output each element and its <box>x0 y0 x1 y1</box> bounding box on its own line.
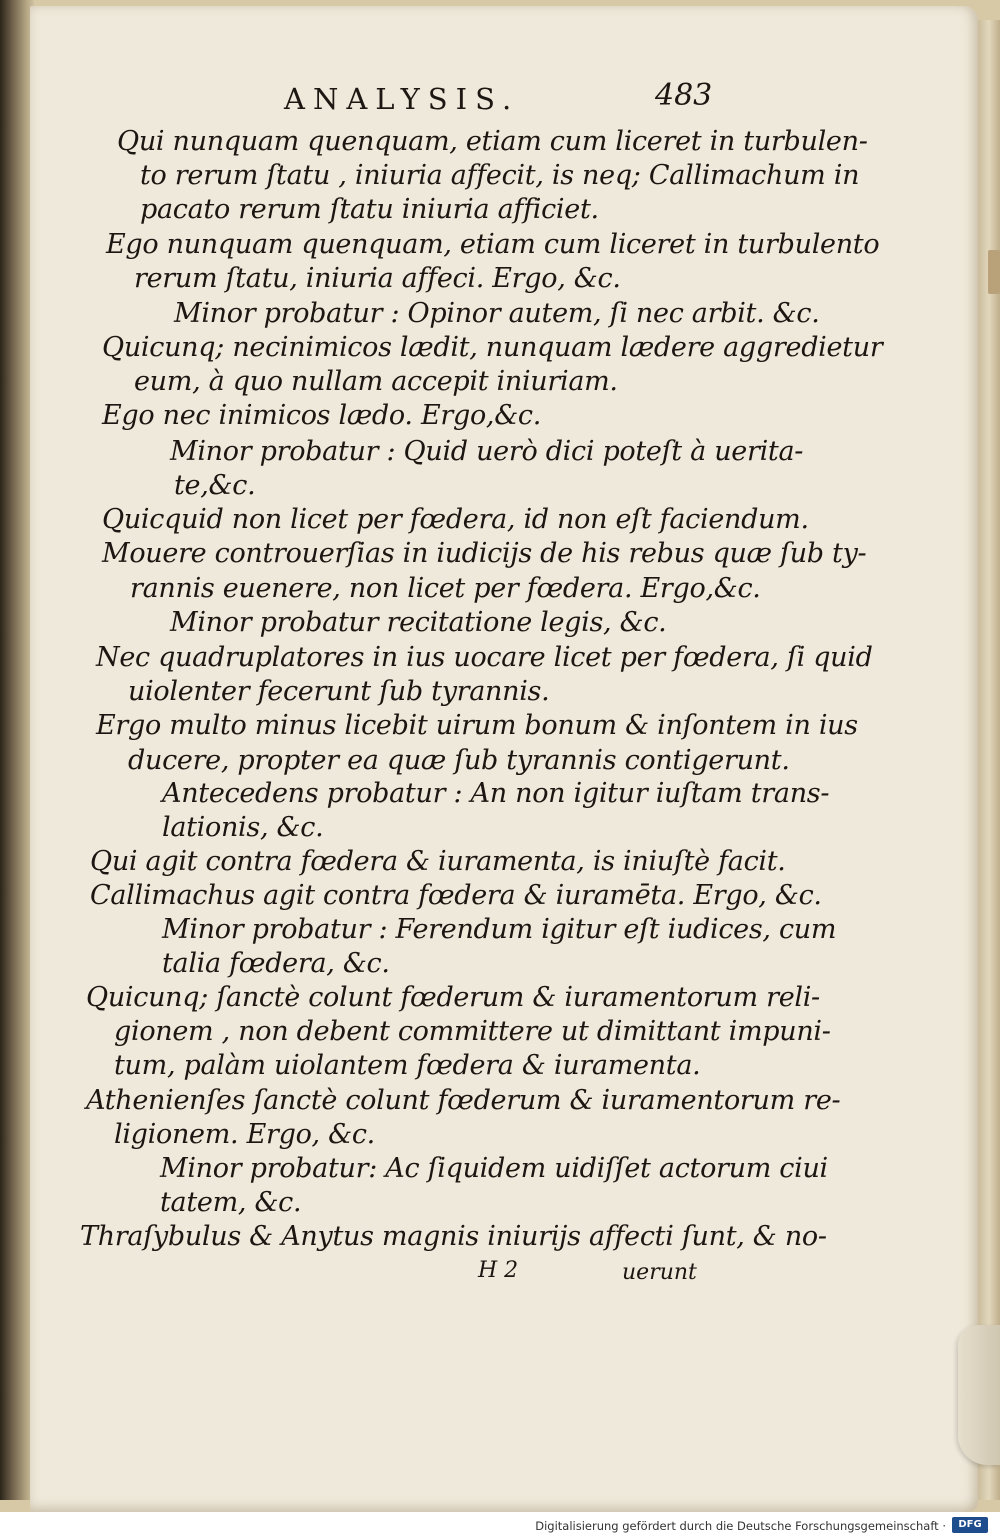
text-line: talia fœdera, &c. <box>162 948 390 979</box>
text-line: Ergo multo minus licebit uirum bonum & inſontem in ius <box>96 710 858 741</box>
text-line: Qui agit contra fœdera & iuramenta, is iniuſtè facit. <box>90 846 786 877</box>
text-line: Minor probatur : Opinor autem, ſi nec arbit. &c. <box>174 298 820 329</box>
text-line: te,&c. <box>174 470 256 501</box>
text-line: tum, palàm uiolantem fœdera & iuramenta. <box>114 1050 701 1081</box>
paper-tab <box>988 250 1000 294</box>
text-line: lationis, &c. <box>162 812 324 843</box>
text-line: Callimachus agit contra fœdera & iuramēta. Ergo, &c. <box>90 880 822 911</box>
text-line: Minor probatur recitatione legis, &c. <box>170 607 667 638</box>
text-line: eum, à quo nullam accepit iniuriam. <box>134 366 618 397</box>
previous-page-edge <box>0 0 34 1500</box>
page-edge-right <box>978 20 1000 1500</box>
text-line: Qui nunquam quenquam, etiam cum liceret in turbulen- <box>117 126 868 157</box>
text-line: ligionem. Ergo, &c. <box>114 1119 375 1150</box>
text-line: Minor probatur : Quid uerò dici poteſt à uerita- <box>170 436 804 467</box>
catchword: uerunt <box>622 1260 697 1285</box>
text-line: to rerum ſtatu , iniuria affecit, is neq; Callimachum in <box>140 160 860 191</box>
signature-mark: H 2 <box>478 1258 519 1283</box>
page-number: 483 <box>655 78 713 113</box>
text-line: ducere, propter ea quæ ſub tyrannis contigerunt. <box>128 745 790 776</box>
text-line: Antecedens probatur : An non igitur iuſtam trans- <box>162 778 830 809</box>
text-line: Quicunq; necinimicos lædit, nunquam lædere aggredietur <box>102 332 883 363</box>
text-line: Thraſybulus & Anytus magnis iniurijs affecti ſunt, & no- <box>80 1221 827 1252</box>
text-line: gionem , non debent committere ut dimittant impuni- <box>114 1016 831 1047</box>
text-line: Ego nec inimicos lædo. Ergo,&c. <box>102 400 542 431</box>
funding-notice: Digitalisierung gefördert durch die Deutsche Forschungsgemeinschaft · <box>535 1519 946 1533</box>
text-line: Quicunq; ſanctè colunt fœderum & iuramentorum reli- <box>86 982 820 1013</box>
text-line: Ego nunquam quenquam, etiam cum liceret in turbulento <box>106 229 880 260</box>
running-head: ANALYSIS. <box>284 82 520 116</box>
text-line: rannis euenere, non licet per fœdera. Ergo,&c. <box>130 573 761 604</box>
text-line: Quicquid non licet per fœdera, id non eſt faciendum. <box>102 504 809 535</box>
text-line: pacato rerum ſtatu iniuria afficiet. <box>140 194 599 225</box>
dfg-logo-icon: DFG <box>952 1517 988 1533</box>
text-line: Minor probatur : Ferendum igitur eſt iudices, cum <box>162 914 837 945</box>
text-line: rerum ſtatu, iniuria affeci. Ergo, &c. <box>134 263 621 294</box>
text-line: tatem, &c. <box>160 1187 302 1218</box>
text-line: Mouere controuerſias in iudicijs de his rebus quæ ſub ty- <box>102 538 867 569</box>
text-line: uiolenter fecerunt ſub tyrannis. <box>128 676 550 707</box>
text-line: Athenienſes ſanctè colunt fœderum & iuramentorum re- <box>86 1085 841 1116</box>
text-line: Nec quadruplatores in ius uocare licet per fœdera, ſi quid <box>96 642 873 673</box>
page-tear <box>958 1325 1000 1465</box>
text-line: Minor probatur: Ac ſiquidem uidiſſet actorum ciui <box>160 1153 828 1184</box>
